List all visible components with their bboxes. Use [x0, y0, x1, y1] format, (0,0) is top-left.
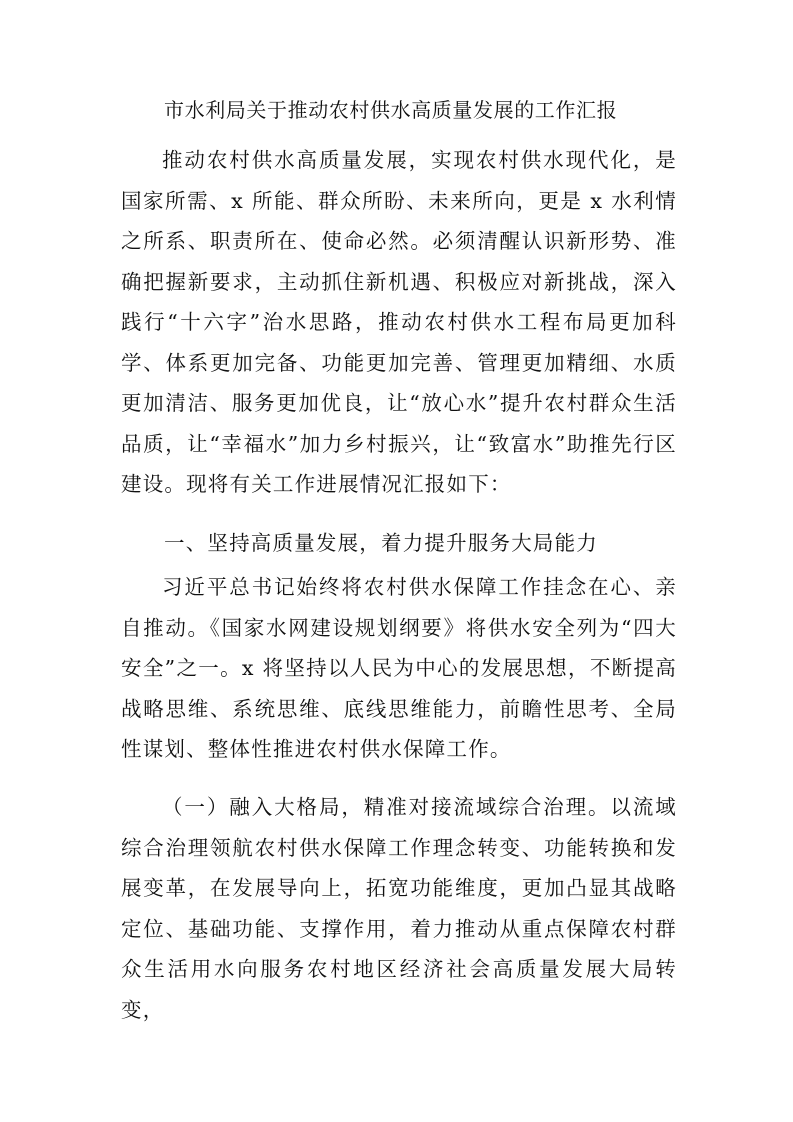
section-heading: 一、坚持高质量发展，着力提升服务大局能力 [164, 531, 598, 555]
section-paragraph: 习近平总书记始终将农村供水保障工作挂念在心、亲自推动。《国家水网建设规划纲要》将供水安全列为“四大安全”之一。x 将坚持以人民为中心的发展思想，不断提高战略思维、系统思维、底线思维能力，前瞻性思考、全局性谋划、整体性推进农村供水保障工作。 [121, 575, 677, 761]
subsection-paragraph: （一）融入大格局，精准对接流域综合治理。以流域综合治理领航农村供水保障工作理念转变、功能转换和发展变革，在发展导向上，拓宽功能维度，更加凸显其战略定位、基础功能、支撑作用，着力推动从重点保障农村群众生活用水向服务农村地区经济社会高质量发展大局转变， [121, 795, 677, 1022]
document-title: 市水利局关于推动农村供水高质量发展的工作汇报 [164, 98, 618, 122]
intro-paragraph: 推动农村供水高质量发展，实现农村供水现代化，是国家所需、x 所能、群众所盼、未来所向，更是 x 水利情之所系、职责所在、使命必然。必须清醒认识新形势、准确把握新要求，主动抓住新机遇、积极应对新挑战，深入践行“十六字”治水思路，推动农村供水工程布局更加科学、体系更加完备、功能更加完善、管理更加精细、水质更加清洁、服务更加优良，让“放心水”提升农村群众生活品质，让“幸福水”加力乡村振兴，让“致富水”助推先行区建设。现将有关工作进展情况汇报如下： [121, 148, 677, 496]
